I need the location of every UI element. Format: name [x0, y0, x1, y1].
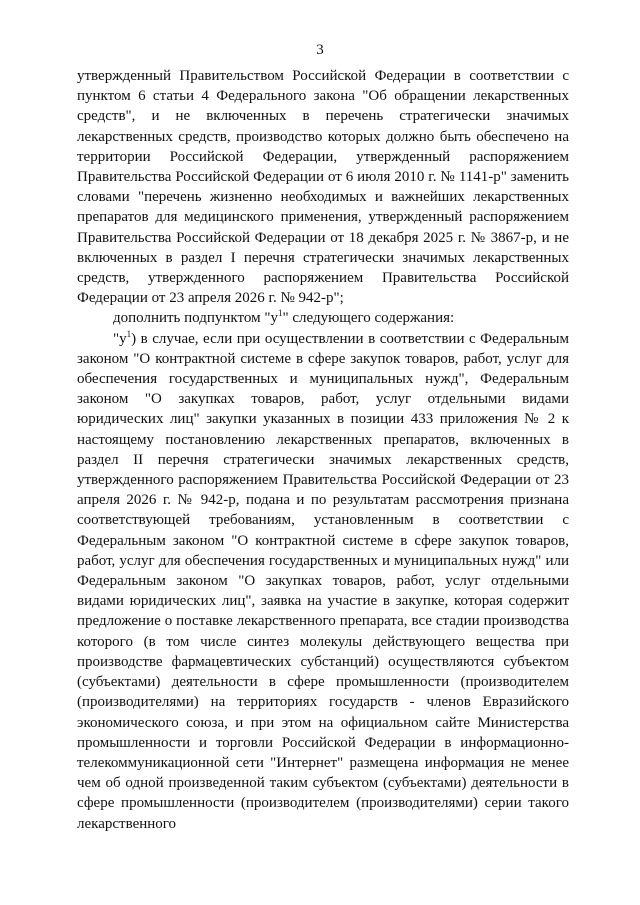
paragraph-add-subitem	[77, 308, 569, 328]
superscript: 1	[277, 308, 283, 319]
superscript: 1	[126, 328, 132, 339]
page-number: 3	[316, 42, 324, 58]
paragraph-text-before: "у	[113, 330, 127, 347]
paragraph-subitem-u1	[77, 329, 569, 834]
paragraph-amendment-text: утвержденный Правительством Российской Федерации в соответствии с пунктом 6 статьи 4 Федерального закона "Об обращении лекарственных средств", и не включенных в перечень стратегически значимых лекарственных средств, производство которых должно быть обеспечено на территории Российской Федерации, утвержденный распоряжением Правительства Российской Федерации от 6 июля 2010 г. № 1141-р" заменить словами "перечень жизненно необходимых и важнейших лекарственных препаратов для медицинского применения, утвержденный распоряжением Правительства Российской Федерации от 18 декабря 2025 г. № 3867-р, и не включенных в раздел I перечня стратегически значимых лекарственных средств, утвержденного распоряжением Правительства Российской Федерации от 23 апреля 2026 г. № 942-р";	[77, 68, 569, 307]
document-body	[77, 66, 569, 834]
paragraph-text-before: дополнить подпунктом "у	[113, 310, 278, 327]
paragraph-text-after: " следующего содержания:	[282, 310, 455, 327]
paragraph-text-after: ) в случае, если при осуществлении в соответствии с Федеральным законом "О контрактной системе в сфере закупок товаров, работ, услуг для обеспечения государственных и муниципальных нужд", Федеральным законом "О закупках товаров, работ, услуг отдельными видами юридических лиц" закупки указанных в позиции 433 приложения № 2 к настоящему постановлению лекарственных препаратов, включенных в раздел II перечня стратегически значимых лекарственных средств, утвержденного распоряжением Правительства Российской Федерации от 23 апреля 2026 г. № 942-р, подана и по результатам рассмотрения признана соответствующей требованиям, установленным в соответствии с Федеральным законом "О контрактной системе в сфере закупок товаров, работ, услуг для обеспечения государственных и муниципальных нужд" или Федеральным законом "О закупках товаров, работ, услуг отдельными видами юридических лиц", заявка на участие в закупке, которая содержит предложение о поставке лекарственного препарата, все стадии производства которого (в том числе синтез молекулы действующего вещества при производстве фармацевтических субстанций) осуществляются субъектом (субъектами) деятельности в сфере промышленности (производителем (производителями) на территориях государств - членов Евразийского экономического союза, и при этом на официальном сайте Министерства промышленности и торговли Российской Федерации в информационно-телекоммуникационной сети "Интернет" размещена информация не менее чем об одной произведенной таким субъектом (субъектами) деятельности в сфере промышленности (производителем (производителями) серии такого лекарственного	[77, 330, 569, 832]
